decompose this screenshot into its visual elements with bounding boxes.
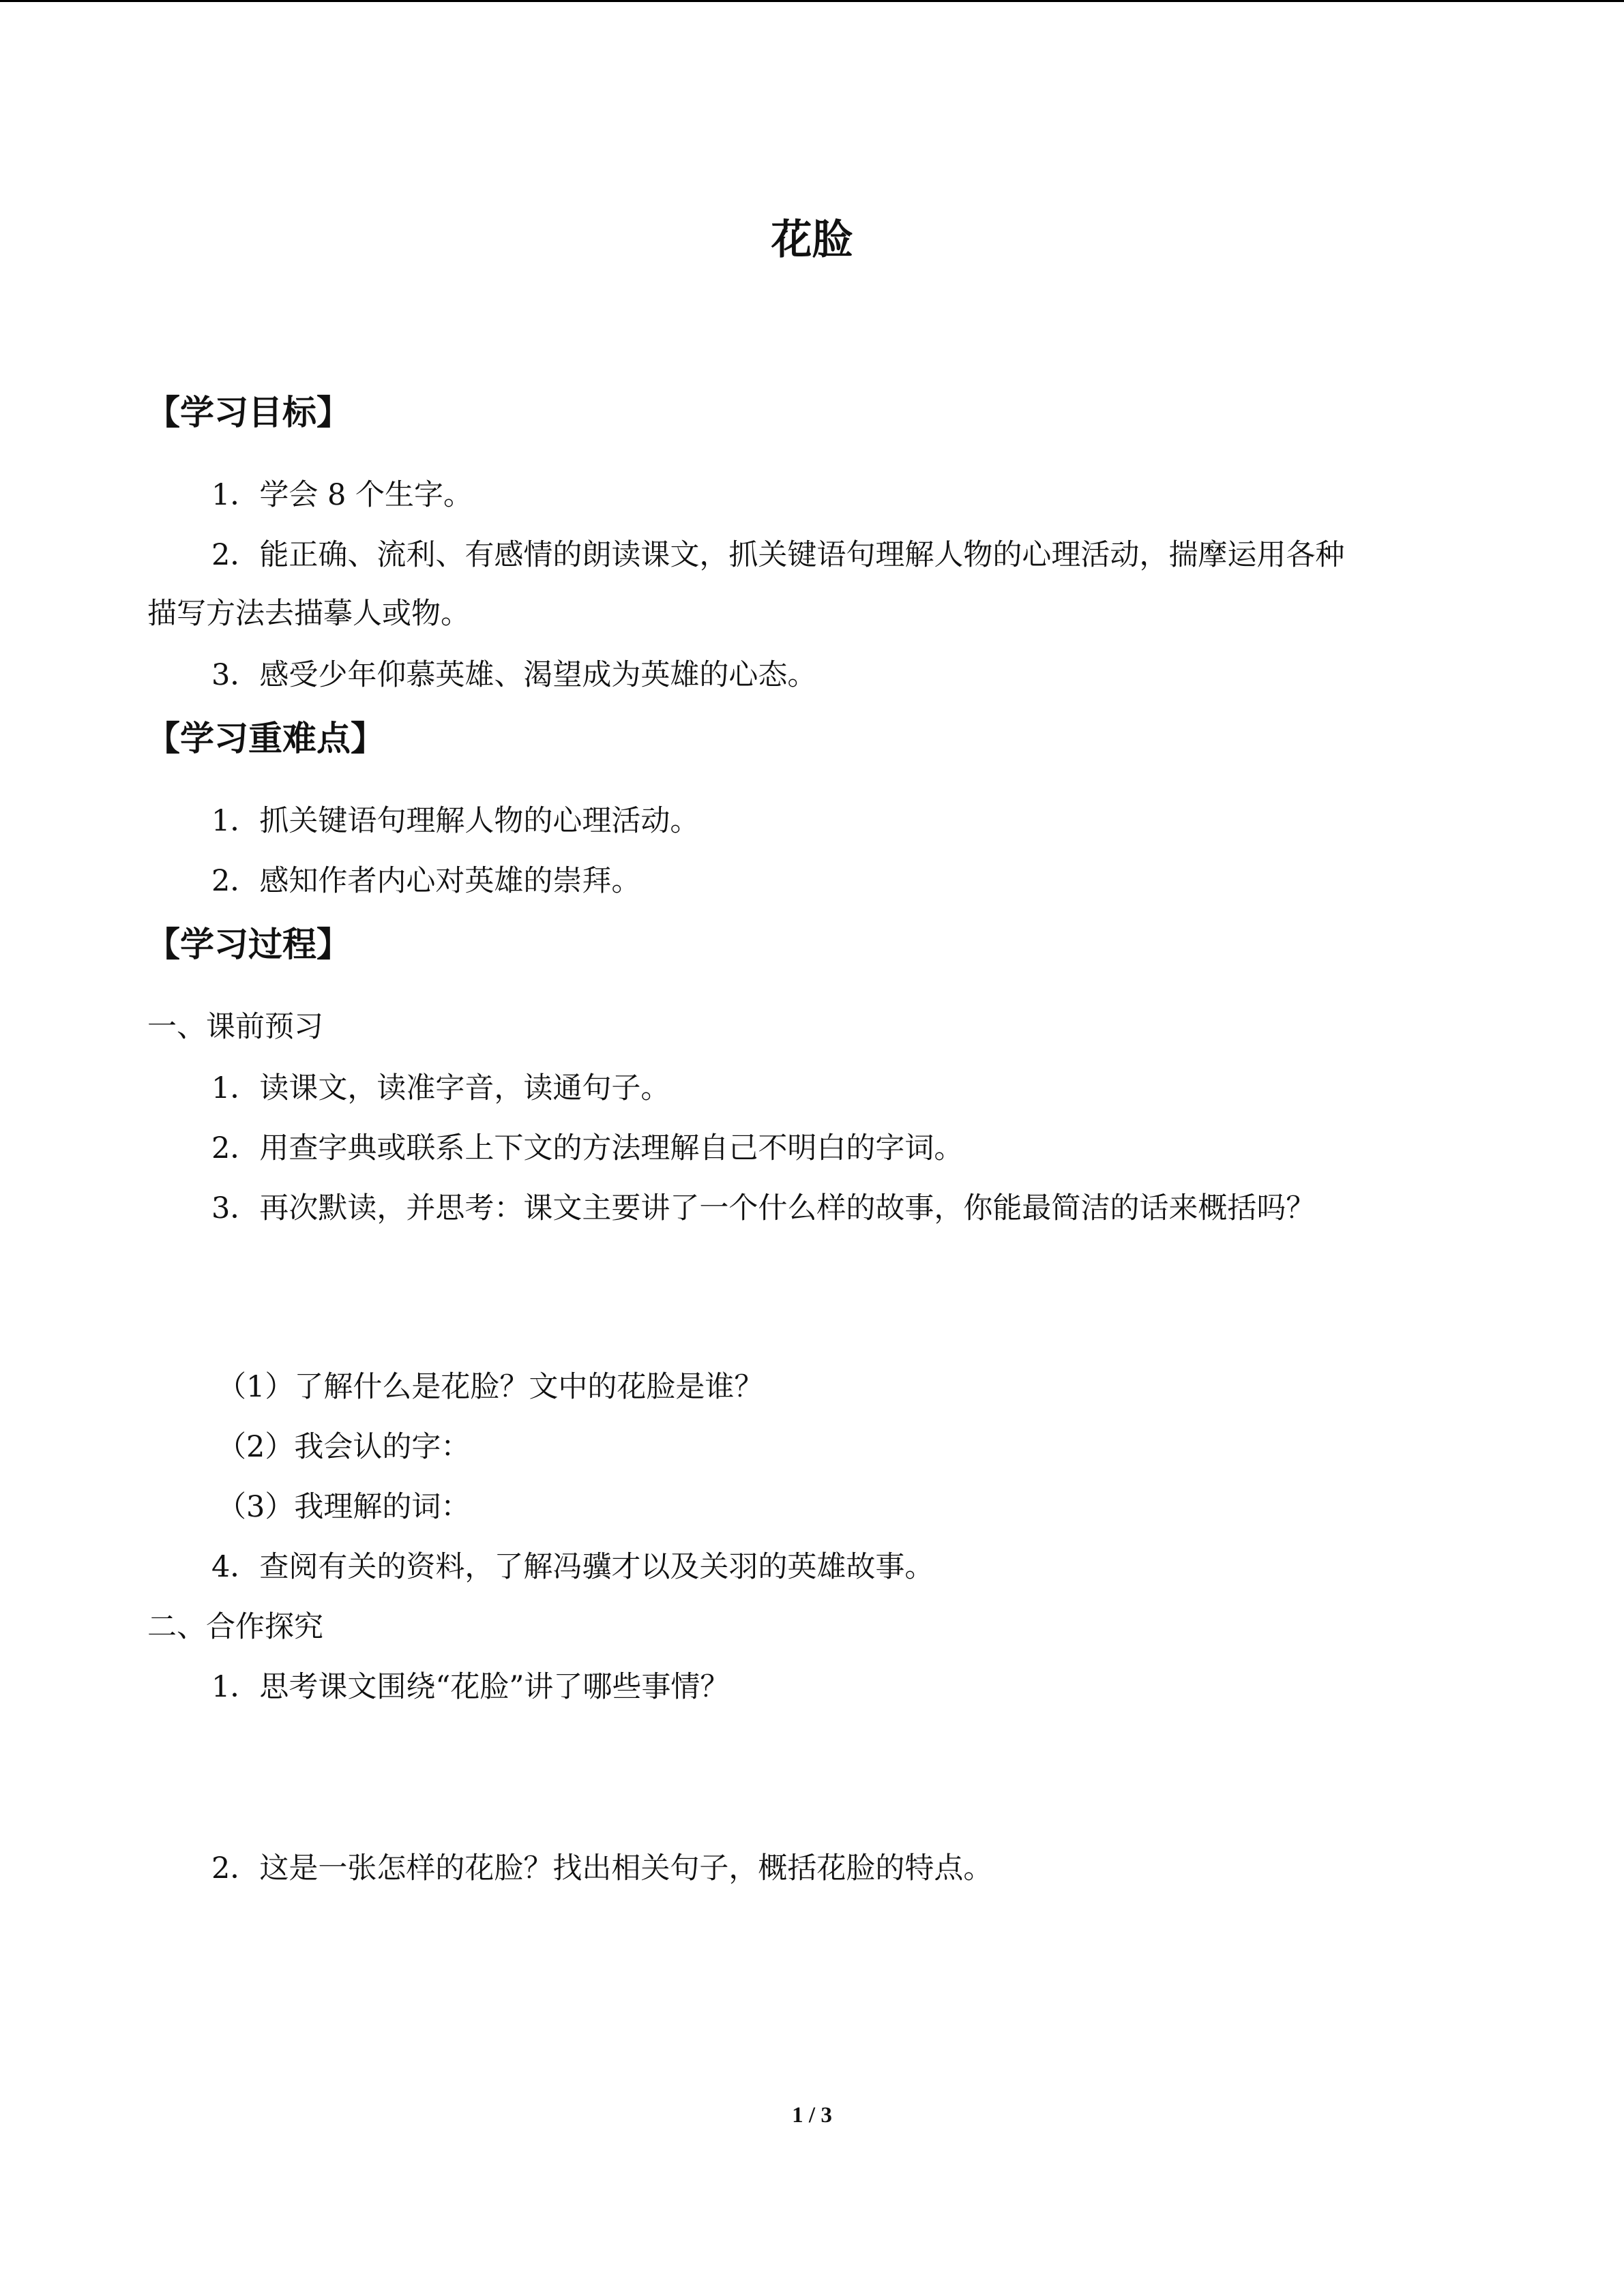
part-label-preview: 一、课前预习	[147, 1010, 323, 1044]
top-border-line	[0, 0, 1624, 2]
key-point-item-2: 2．感知作者内心对英雄的崇拜。	[211, 864, 641, 898]
preview-item-4: 4．查阅有关的资料，了解冯骥才以及关羽的英雄故事。	[211, 1550, 934, 1584]
preview-item-2: 2．用查字典或联系上下文的方法理解自己不明白的字词。	[211, 1131, 964, 1165]
goal-item-3: 3．感受少年仰慕英雄、渴望成为英雄的心态。	[211, 658, 817, 692]
preview-item-3: 3．再次默读，并思考：课文主要讲了一个什么样的故事，你能最简洁的话来概括吗？	[211, 1191, 1316, 1225]
goal-item-2: 2．能正确、流利、有感情的朗读课文，抓关键语句理解人物的心理活动，揣摩运用各种	[211, 538, 1345, 572]
preview-subitem-3: （3）我理解的词：	[217, 1490, 471, 1524]
page-number: 1 / 3	[792, 2103, 832, 2128]
part-label-cooperation: 二、合作探究	[147, 1610, 323, 1644]
preview-item-1: 1．读课文，读准字音，读通句子。	[211, 1071, 670, 1105]
goal-item-2-continued: 描写方法去描摹人或物。	[147, 597, 470, 631]
cooperation-item-1: 1．思考课文围绕“花脸”讲了哪些事情？	[211, 1670, 730, 1704]
preview-subitem-1: （1）了解什么是花脸？文中的花脸是谁？	[217, 1370, 764, 1404]
goal-item-1: 1．学会 8 个生字。	[211, 478, 473, 512]
key-point-item-1: 1．抓关键语句理解人物的心理活动。	[211, 804, 700, 838]
section-heading-key-points: 【学习重难点】	[146, 719, 385, 758]
page-title: 花脸	[771, 216, 853, 264]
section-heading-process: 【学习过程】	[146, 925, 351, 964]
cooperation-item-2: 2．这是一张怎样的花脸？找出相关句子，概括花脸的特点。	[211, 1851, 993, 1885]
section-heading-goals: 【学习目标】	[146, 393, 351, 432]
preview-subitem-2: （2）我会认的字：	[217, 1430, 471, 1464]
